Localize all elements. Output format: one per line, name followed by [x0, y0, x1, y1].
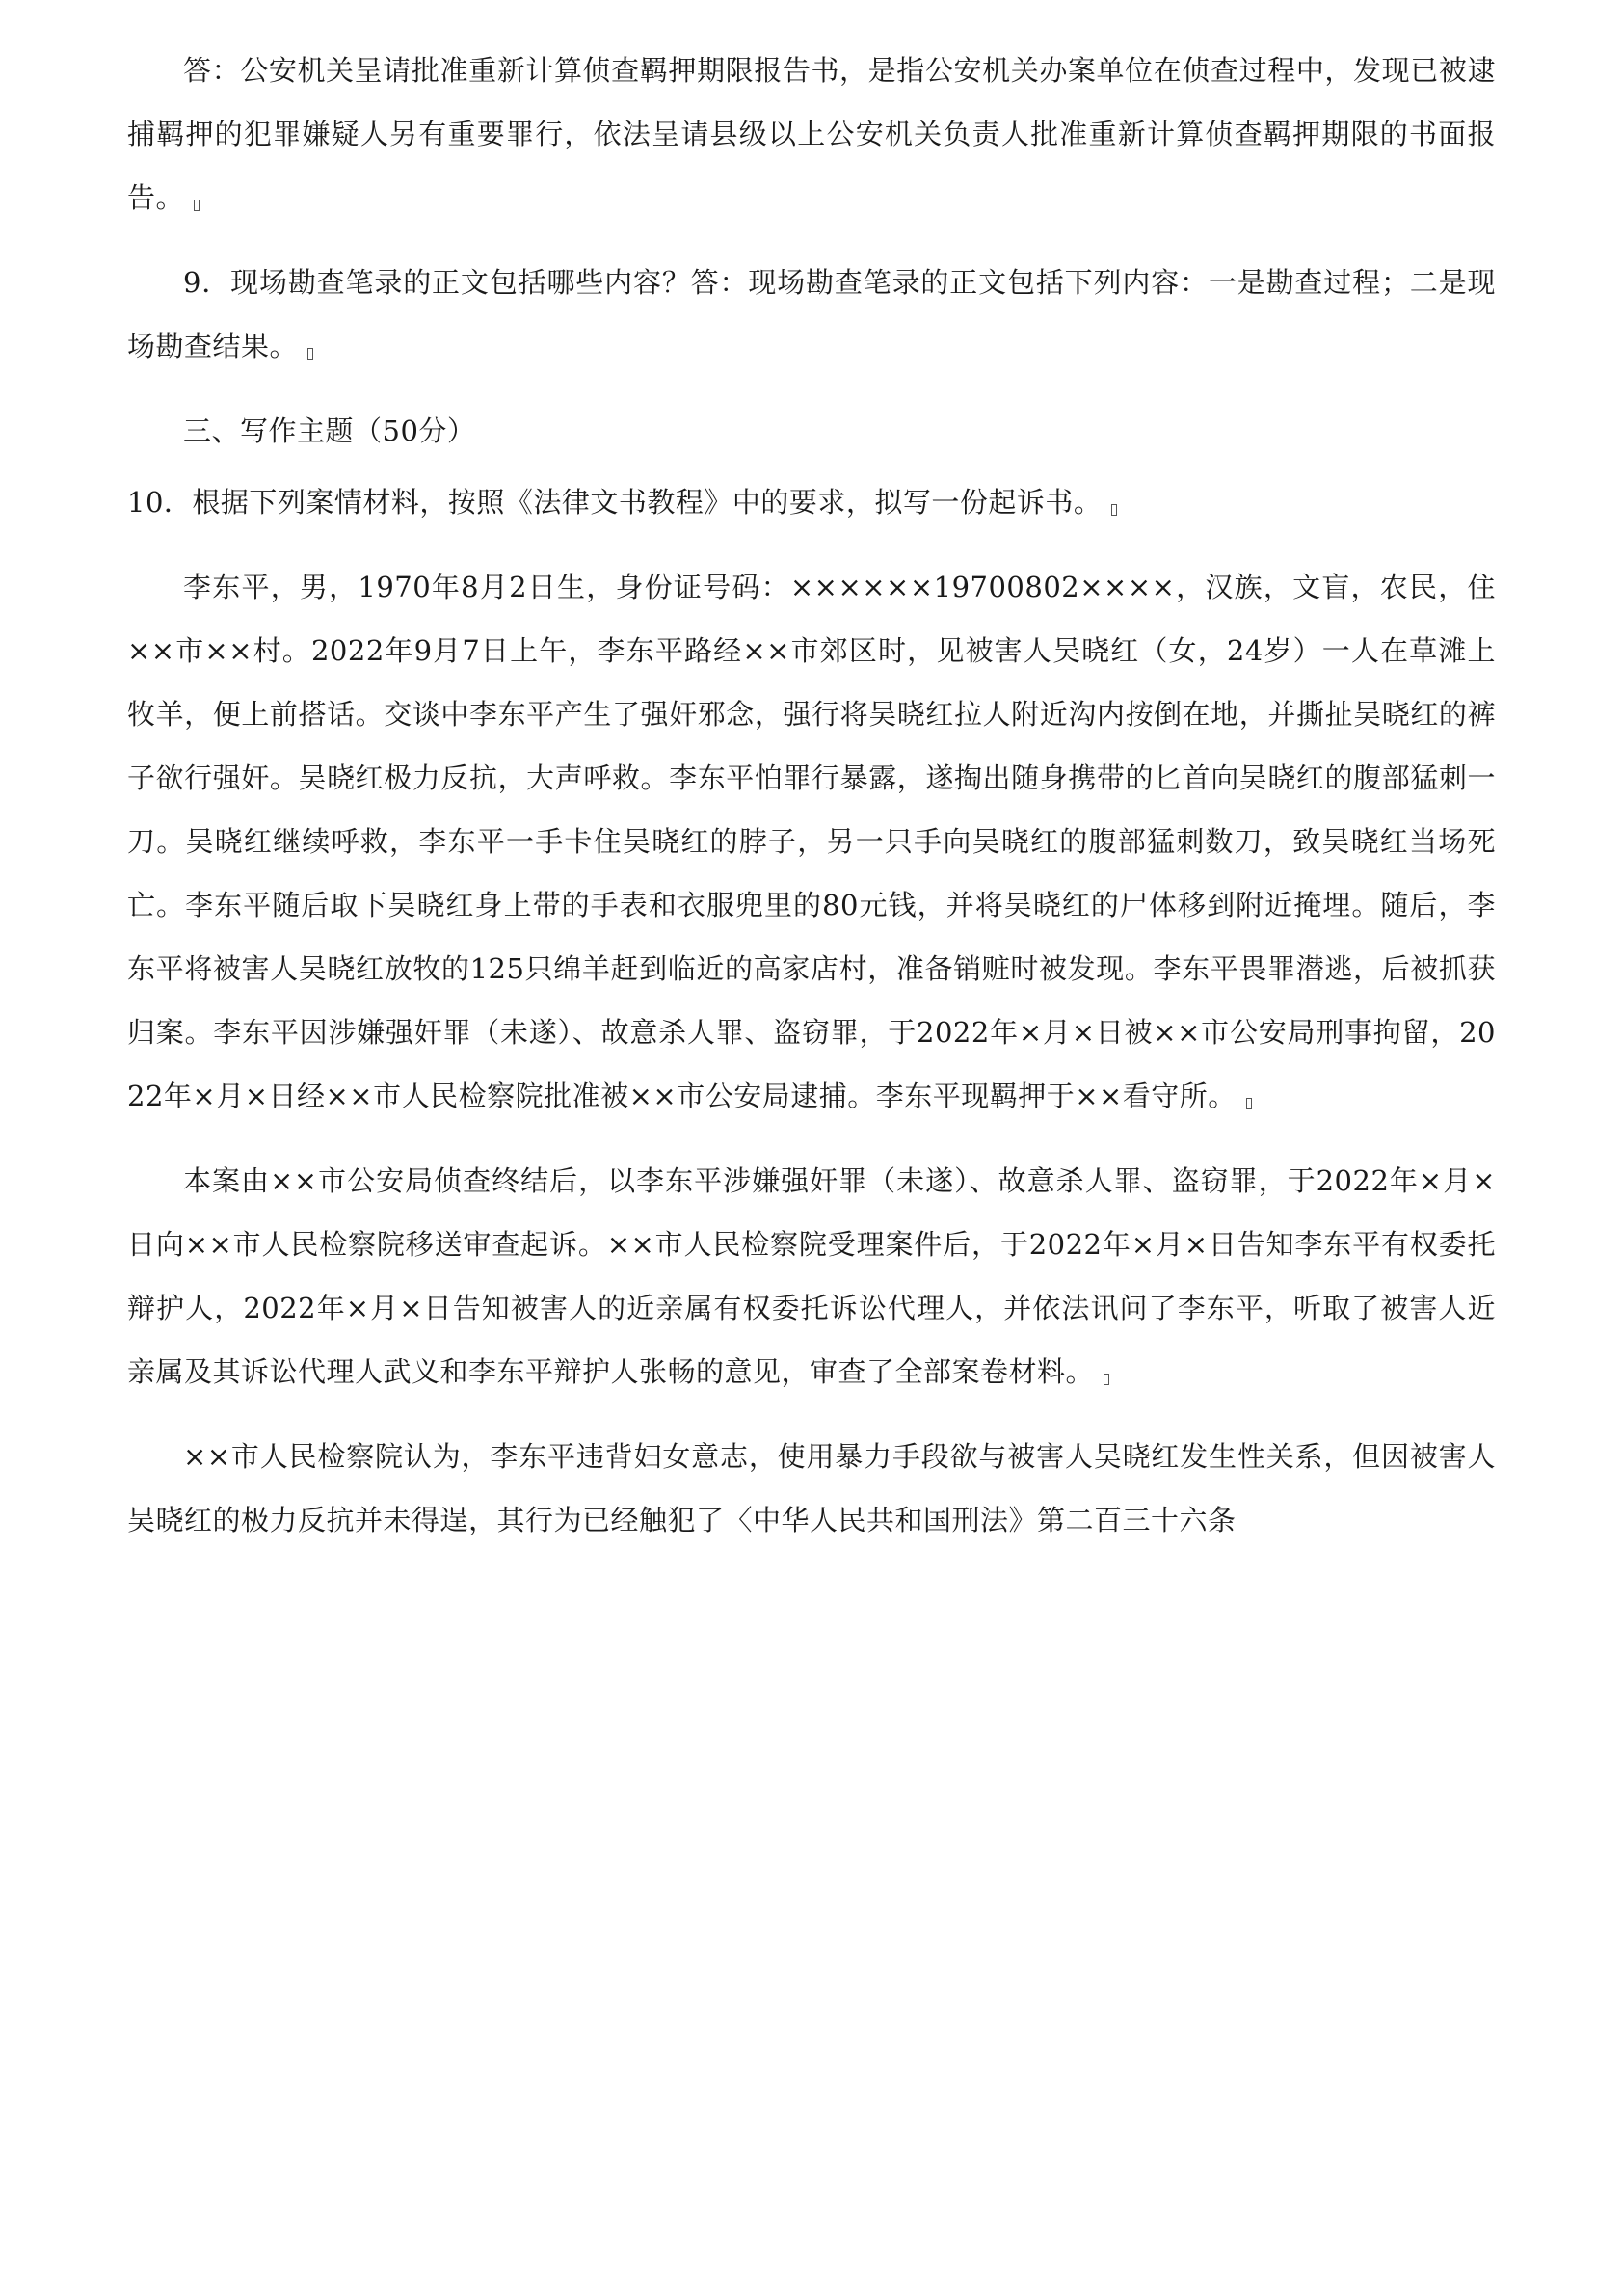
paragraph-text: 答：公安机关呈请批准重新计算侦查羁押期限报告书，是指公安机关办案单位在侦查过程中，发现已被逮捕羁押的犯罪嫌疑人另有重要罪行，依法呈请县级以上公安机关负责人批准重新计算侦查羁押期限的书面报告。 — [127, 54, 1496, 214]
paragraph-text: ××市人民检察院认为，李东平违背妇女意志，使用暴力手段欲与被害人吴晓红发生性关系，但因被害人吴晓红的极力反抗并未得逞，其行为已经触犯了〈中华人民共和国刑法》第二百三十六条 — [127, 1440, 1496, 1536]
case-facts-paragraph — [127, 555, 1496, 1128]
question-9-paragraph — [127, 251, 1496, 378]
paragraph-mark-icon — [1104, 1374, 1109, 1385]
paragraph-mark-icon — [194, 200, 200, 211]
paragraph-text: 9．现场勘查笔录的正文包括哪些内容？答：现场勘查笔录的正文包括下列内容：一是勘查过程；二是现场勘查结果。 — [127, 266, 1496, 362]
paragraph-mark-icon — [1111, 504, 1117, 516]
paragraph-mark-icon — [307, 348, 313, 360]
section-heading-writing — [127, 399, 1496, 463]
paragraph-text: 李东平，男，1970年8月2日生，身份证号码：××××××19700802××××，汉族，文盲，农民，住××市××村。2022年9月7日上午，李东平路经××市郊区时，见被害人吴晓红（女，24岁）一人在草滩上牧羊，便上前搭话。交谈中李东平产生了强奸邪念，强行将吴晓红拉人附近沟内按倒在地，并撕扯吴晓红的裤子欲行强奸。吴晓红极力反抗，大声呼救。李东平怕罪行暴露，遂掏出随身携带的匕首向吴晓红的腹部猛刺一刀。吴晓红继续呼救，李东平一手卡住吴晓红的脖子，另一只手向吴晓红的腹部猛刺数刀，致吴晓红当场死亡。李东平随后取下吴晓红身上带的手表和衣服兜里的80元钱，并将吴晓红的尸体移到附近掩埋。随后，李东平将被害人吴晓红放牧的125只绵羊赶到临近的高家店村，准备销赃时被发现。李东平畏罪潜逃，后被抓获归案。李东平因涉嫌强奸罪（未遂）、故意杀人罪、盗窃罪，于2022年×月×日被××市公安局刑事拘留，2022年×月×日经××市人民检察院批准被××市公安局逮捕。李东平现羁押于××看守所。 — [127, 571, 1496, 1112]
procuratorate-opinion-paragraph — [127, 1425, 1496, 1552]
paragraph-text: 10．根据下列案情材料，按照《法律文书教程》中的要求，拟写一份起诉书。 — [127, 486, 1103, 519]
paragraph-mark-icon — [1246, 1098, 1252, 1109]
question-10-paragraph — [127, 470, 1496, 534]
section-heading-text: 三、写作主题（50分） — [183, 414, 476, 447]
paragraph-text: 本案由××市公安局侦查终结后，以李东平涉嫌强奸罪（未遂）、故意杀人罪、盗窃罪，于2022年×月×日向××市人民检察院移送审查起诉。××市人民检察院受理案件后，于2022年×月×日告知李东平有权委托辩护人，2022年×月×日告知被害人的近亲属有权委托诉讼代理人，并依法讯问了李东平，听取了被害人近亲属及其诉讼代理人武义和李东平辩护人张畅的意见，审查了全部案卷材料。 — [127, 1164, 1496, 1388]
case-procedure-paragraph — [127, 1149, 1496, 1403]
answer-paragraph-report-definition — [127, 39, 1496, 229]
